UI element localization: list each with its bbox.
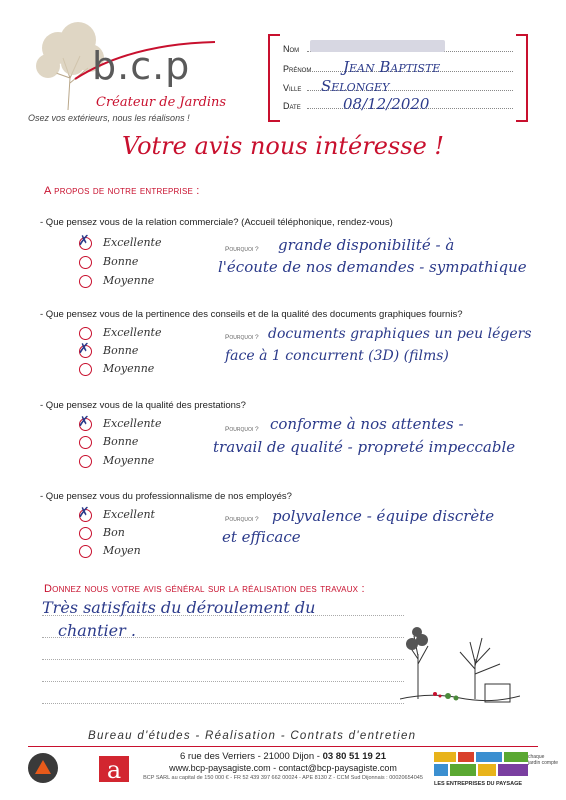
legal-line: BCP SARL au capital de 150 000 € - FR 52 439 397 662 00024 - APE 8130 Z - CCM Sud Dijonnais : 00020654045: [143, 775, 423, 781]
radio-button[interactable]: [79, 527, 92, 540]
brand-subtitle: Créateur de Jardins: [96, 95, 227, 110]
entreprises-du-paysage-logo-icon: [434, 752, 530, 778]
footer-divider: [28, 746, 538, 747]
question-4: - Que pensez vous du professionnalisme de nos employés?: [40, 491, 292, 502]
question-2: - Que pensez vous de la pertinence des conseils et de la qualité des documents graphiques fournis?: [40, 309, 463, 320]
q1-answer-line-1: grande disponibilité - à: [278, 236, 455, 254]
date-row: [283, 95, 513, 113]
web-contact-line: www.bcp-paysagiste.com - contact@bcp-paysagiste.com: [169, 763, 397, 773]
q4-answer-line-2: et efficace: [222, 528, 301, 546]
general-answer-line-2: chantier .: [58, 621, 136, 640]
radio-button[interactable]: [79, 275, 92, 288]
q2-option-3[interactable]: Moyenne: [103, 362, 154, 375]
prenom-value: Jean Baptiste: [343, 58, 441, 76]
q4-answer-line-1: polyvalence - équipe discrète: [272, 507, 495, 525]
redacted-name: [310, 40, 445, 52]
check-x-icon: ✗: [78, 414, 90, 430]
radio-button[interactable]: [79, 545, 92, 558]
pourquoi-label: Pourquoi ?: [225, 334, 259, 341]
q2-answer-line-1: documents graphiques un peu légers: [268, 326, 532, 342]
date-label: Date: [283, 101, 301, 111]
q4-option-3[interactable]: Moyen: [103, 544, 141, 557]
date-value: 08/12/2020: [343, 95, 430, 113]
section-title: A propos de notre entreprise :: [44, 185, 200, 197]
entreprises-du-paysage-label: LES ENTREPRISES DU PAYSAGE: [434, 781, 523, 787]
q1-option-1[interactable]: ✗ Excellente: [78, 233, 162, 249]
website-link[interactable]: www.bcp-paysagiste.com: [169, 763, 271, 773]
ville-row: [283, 77, 513, 95]
q1-option-2[interactable]: Bonne: [103, 255, 138, 268]
q4-option-2[interactable]: Bon: [103, 526, 125, 539]
question-3: - Que pensez vous de la qualité des prestations?: [40, 400, 246, 411]
q1-option-3[interactable]: Moyenne: [103, 274, 154, 287]
phone-number: 03 80 51 19 21: [322, 751, 386, 762]
page-title: Votre avis nous intéresse !: [121, 132, 445, 160]
certification-badge-icon: [26, 752, 60, 784]
dotted-line: [42, 681, 404, 682]
services-line: Bureau d'études - Réalisation - Contrats d'entretien: [88, 730, 417, 742]
brand-logo-text: b.c.p: [92, 44, 191, 88]
q2-answer-line-2: face à 1 concurrent (3D) (films): [225, 348, 449, 364]
garden-illustration-icon: [400, 614, 520, 706]
radio-button[interactable]: [79, 256, 92, 269]
radio-button[interactable]: [79, 327, 92, 340]
q3-answer-line-1: conforme à nos attentes -: [270, 415, 464, 433]
general-answer-line-1: Très satisfaits du déroulement du: [42, 598, 316, 617]
q2-option-2[interactable]: ✗ Bonne: [78, 341, 139, 357]
q1-answer-line-2: l'écoute de nos demandes - sympathique: [218, 258, 527, 276]
ville-label: Ville: [283, 83, 302, 93]
email-link[interactable]: contact@bcp-paysagiste.com: [278, 763, 397, 773]
prenom-label: Prénom: [283, 64, 312, 74]
pourquoi-label: Pourquoi ?: [225, 426, 259, 433]
svg-text:a: a: [106, 756, 122, 784]
q2-option-1[interactable]: Excellente: [103, 326, 161, 339]
pourquoi-label: Pourquoi ?: [225, 246, 259, 253]
pourquoi-label: Pourquoi ?: [225, 516, 259, 523]
dotted-line: [42, 659, 404, 660]
q3-answer-line-2: travail de qualité - propreté impeccable: [213, 438, 516, 456]
q3-option-2[interactable]: Bonne: [103, 435, 138, 448]
brand-tagline: Osez vos extérieurs, nous les réalisons !: [28, 113, 190, 123]
chaque-jardin-compte-label: chaque jardin compte: [528, 754, 559, 766]
general-opinion-title: Donnez nous votre avis général sur la réalisation des travaux :: [44, 583, 365, 595]
radio-button[interactable]: [79, 455, 92, 468]
prenom-row: [283, 58, 513, 76]
question-1: - Que pensez vous de la relation commerciale? (Accueil téléphonique, rendez-vous): [40, 217, 393, 228]
ville-value: Selongey: [321, 77, 390, 95]
q3-option-3[interactable]: Moyenne: [103, 454, 154, 467]
nom-label: Nom: [283, 44, 300, 54]
id-box-right-bracket: [516, 34, 528, 122]
check-x-icon: ✗: [78, 233, 90, 249]
qualification-logo-icon: [97, 752, 131, 784]
address-line: 6 rue des Verriers - 21000 Dijon - 03 80 51 19 21: [180, 751, 386, 762]
id-box-left-bracket: [268, 34, 280, 122]
dotted-line: [42, 703, 404, 704]
q4-option-1[interactable]: ✗ Excellent: [78, 505, 155, 521]
check-x-icon: ✗: [78, 341, 90, 357]
radio-button[interactable]: [79, 363, 92, 376]
check-x-icon: ✗: [78, 505, 90, 521]
radio-button[interactable]: [79, 436, 92, 449]
q3-option-1[interactable]: ✗ Excellente: [78, 414, 162, 430]
